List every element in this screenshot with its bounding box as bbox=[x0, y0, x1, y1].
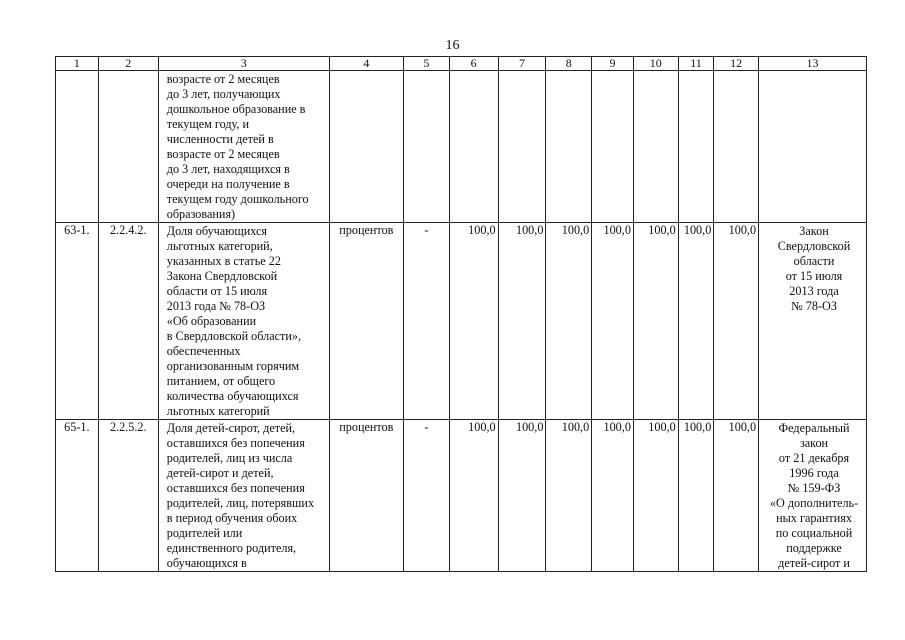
base-value bbox=[403, 71, 449, 223]
row-number: 63-1. bbox=[56, 223, 99, 420]
value-cell: 100,0 bbox=[498, 223, 546, 420]
column-number: 12 bbox=[714, 57, 759, 71]
column-number: 5 bbox=[403, 57, 449, 71]
column-number: 9 bbox=[592, 57, 634, 71]
value-cell: 100,0 bbox=[633, 420, 678, 572]
legal-source bbox=[759, 71, 867, 223]
indicator-code: 2.2.4.2. bbox=[98, 223, 158, 420]
column-number-header-row bbox=[56, 57, 867, 71]
column-number: 1 bbox=[56, 57, 99, 71]
indicator-name: возрасте от 2 месяцев до 3 лет, получающих дошкольное образование в текущем году, и численности детей в возрасте от 2 месяцев до 3 лет, находящихся в очереди на получение в текущем году дошкольного образования) bbox=[158, 71, 329, 223]
unit bbox=[329, 71, 403, 223]
legal-source: Закон Свердловской области от 15 июля 2013 года № 78-ОЗ bbox=[759, 223, 867, 420]
unit: процентов bbox=[329, 420, 403, 572]
value-cell: 100,0 bbox=[714, 223, 759, 420]
table-row bbox=[56, 223, 867, 420]
value-cell: 100,0 bbox=[546, 420, 592, 572]
value-cell bbox=[592, 71, 634, 223]
base-value: - bbox=[403, 420, 449, 572]
value-cell: 100,0 bbox=[592, 420, 634, 572]
row-number bbox=[56, 71, 99, 223]
value-cell bbox=[678, 71, 714, 223]
indicator-code: 2.2.5.2. bbox=[98, 420, 158, 572]
value-cell bbox=[633, 71, 678, 223]
unit: процентов bbox=[329, 223, 403, 420]
value-cell: 100,0 bbox=[633, 223, 678, 420]
table-row bbox=[56, 71, 867, 223]
value-cell: 100,0 bbox=[678, 420, 714, 572]
indicator-name: Доля обучающихся льготных категорий, указанных в статье 22 Закона Свердловской области от 15 июля 2013 года № 78-ОЗ «Об образовании в Свердловской области», обеспеченных организованным горячим питанием, от общего количества обучающихся льготных категорий bbox=[158, 223, 329, 420]
column-number: 4 bbox=[329, 57, 403, 71]
column-number: 2 bbox=[98, 57, 158, 71]
column-number: 10 bbox=[633, 57, 678, 71]
value-cell bbox=[546, 71, 592, 223]
column-number: 3 bbox=[158, 57, 329, 71]
value-cell bbox=[449, 71, 498, 223]
indicator-name: Доля детей-сирот, детей, оставшихся без попечения родителей, лиц из числа детей-сирот и детей, оставшихся без попечения родителей, лиц, потерявших в период обучения обоих родителей или единственного родителя, обучающихся в bbox=[158, 420, 329, 572]
indicators-table bbox=[55, 56, 867, 572]
page-number: 16 bbox=[445, 38, 460, 53]
value-cell: 100,0 bbox=[498, 420, 546, 572]
column-number: 11 bbox=[678, 57, 714, 71]
value-cell: 100,0 bbox=[449, 223, 498, 420]
value-cell: 100,0 bbox=[678, 223, 714, 420]
base-value: - bbox=[403, 223, 449, 420]
value-cell bbox=[498, 71, 546, 223]
column-number: 6 bbox=[449, 57, 498, 71]
value-cell: 100,0 bbox=[714, 420, 759, 572]
value-cell: 100,0 bbox=[546, 223, 592, 420]
column-number: 13 bbox=[759, 57, 867, 71]
value-cell bbox=[714, 71, 759, 223]
table-row bbox=[56, 420, 867, 572]
legal-source: Федеральный закон от 21 декабря 1996 года № 159-ФЗ «О дополнитель- ных гарантиях по социальной поддержке детей-сирот и bbox=[759, 420, 867, 572]
indicator-code bbox=[98, 71, 158, 223]
column-number: 7 bbox=[498, 57, 546, 71]
value-cell: 100,0 bbox=[449, 420, 498, 572]
row-number: 65-1. bbox=[56, 420, 99, 572]
column-number: 8 bbox=[546, 57, 592, 71]
value-cell: 100,0 bbox=[592, 223, 634, 420]
